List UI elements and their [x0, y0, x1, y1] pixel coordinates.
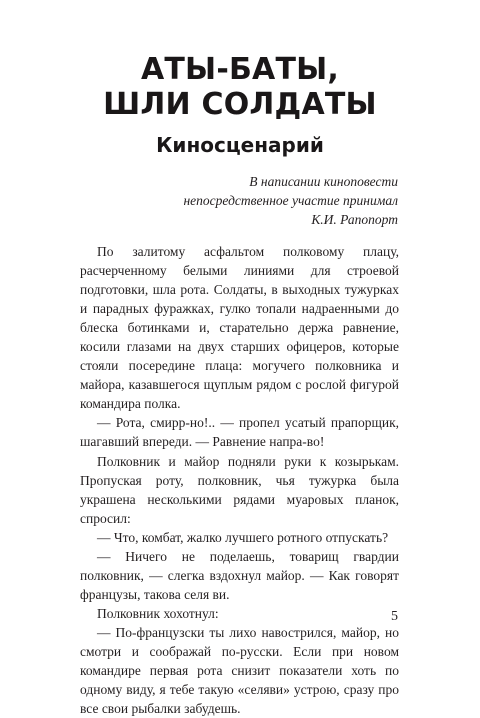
body-text: [80, 242, 399, 718]
paragraph: — По-французски ты лихо навострился, майор, но смотри и соображай по-русски. Если при новом командире первая рота снизит показатели хоть по одному виду, я тебе такую «селяви» устрою, сразу про все свои рыбалки забудешь.: [80, 624, 399, 717]
chapter-subtitle: Киносценарий: [156, 133, 324, 157]
title-line: ШЛИ СОЛДАТЫ: [103, 87, 377, 122]
paragraph: — Рота, смирр-но!.. — пропел усатый прапорщик, шагавший впереди. — Равнение напра-во!: [80, 415, 399, 450]
epigraph-line: непосредственное участие принимал: [183, 193, 398, 208]
paragraph: Полковник хохотнул:: [97, 605, 219, 621]
chapter-title: [0, 52, 480, 122]
page-number: 5: [391, 609, 398, 624]
epigraph-line: К.И. Рапопорт: [311, 212, 398, 227]
paragraph: Полковник и майор подняли руки к козырькам. Пропуская роту, полковник, чья тужурка была украшена несколькими рядами муаровых планок, спросил:: [80, 453, 399, 526]
epigraph-line: В написании киноповести: [249, 174, 398, 189]
paragraph: — Ничего не поделаешь, товарищ гвардии полковник, — слегка вздохнул майор. — Как говорят французы, такова селя ви.: [80, 548, 399, 602]
epigraph: [78, 172, 398, 229]
paragraph: — Что, комбат, жалко лучшего ротного отпускать?: [97, 529, 389, 545]
paragraph: По залитому асфальтом полковому плацу, расчерченному белыми линиями для строевой подготовки, шла рота. Солдаты, в выходных тужурках и парадных фуражках, гулко топали надраенными до блеска ботинками и, старательно держа равнение, косили глазами на двух старших офицеров, которые стояли посередине плаца: могучего полковника и майора, казавшегося щуплым рядом с рослой фигурой командира полка.: [80, 244, 399, 412]
title-line: АТЫ-БАТЫ,: [140, 52, 340, 87]
